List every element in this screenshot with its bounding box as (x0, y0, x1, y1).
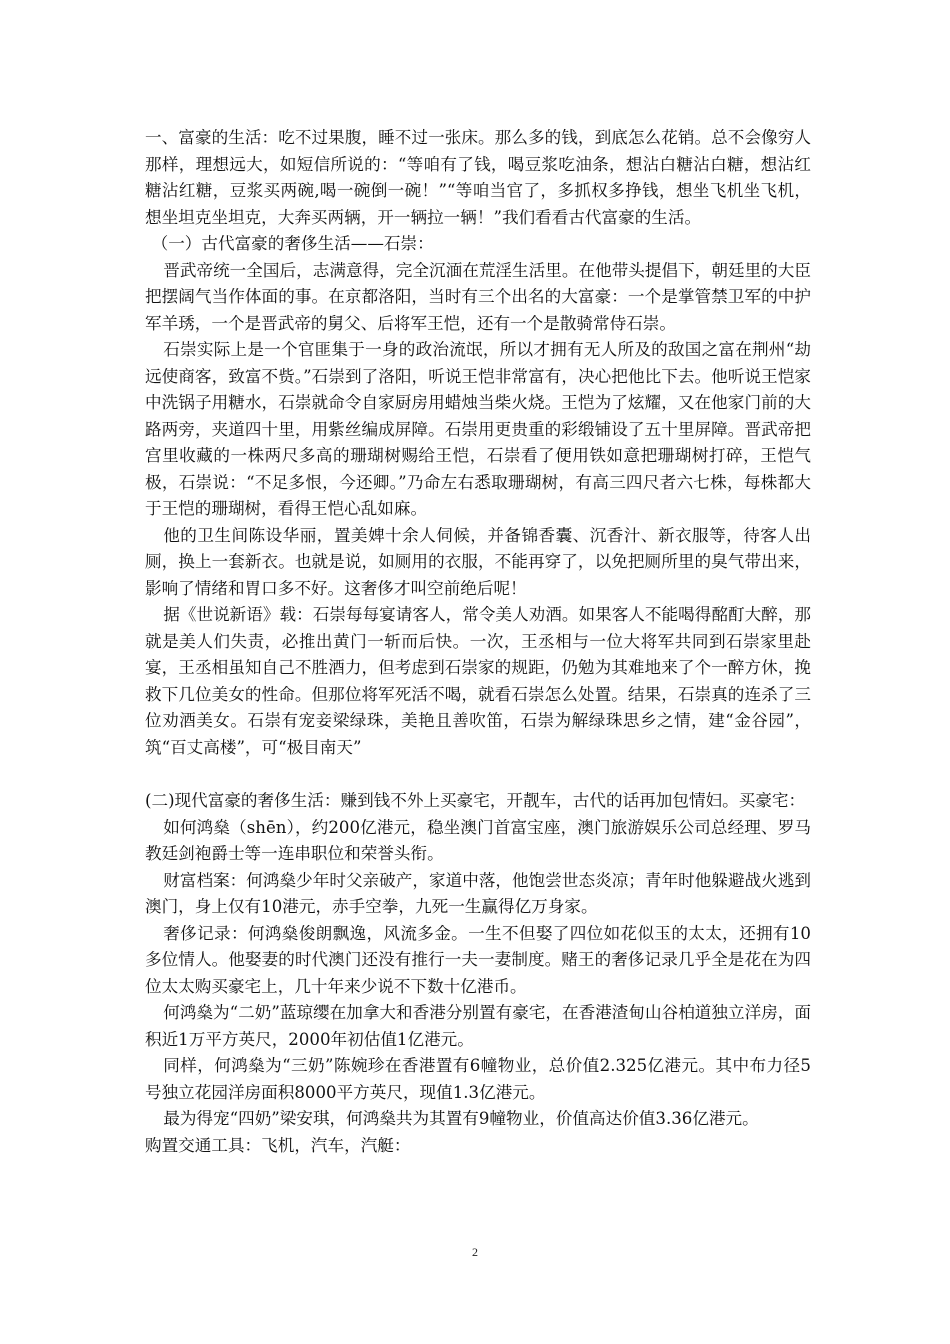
paragraph-shichong-wealth: 石崇实际上是一个官匪集于一身的政治流氓，所以才拥有无人所及的敌国之富在荆州“劫远使商客，致富不赀。”石崇到了洛阳，听说王恺非常富有，决心把他比下去。他听说王恺家中洗锅子用糖水，石崇就命令自家厨房用蜡烛当柴火烧。王恺为了炫耀，又在他家门前的大路两旁，夹道四十里，用紫丝编成屏障。石崇用更贵重的彩缎铺设了五十里屏障。晋武帝把宫里收藏的一株两尺多高的珊瑚树赐给王恺，石崇看了便用铁如意把珊瑚树打碎，王恺气极，石崇说：“不足多恨，今还卿。”乃命左右悉取珊瑚树，有高三四尺者六七株，每株都大于王恺的珊瑚树，看得王恺心乱如麻。 (145, 340, 811, 518)
paragraph-luxury-record: 奢侈记录：何鸿燊俊朗飘逸，风流多金。一生不但娶了四位如花似玉的太太，还拥有10多位情人。他娶妻的时代澳门还没有推行一夫一妻制度。赌王的奢侈记录几乎全是花在为四位太太购买豪宅上，几十年来少说不下数十亿港币。 (145, 923, 811, 996)
paragraph-transport: 购置交通工具：飞机，汽车，汽艇： (145, 1135, 411, 1155)
paragraph-shichong-toilet: 他的卫生间陈设华丽，置美婢十余人伺候，并备锦香囊、沉香汁、新衣服等，待客人出厕，换上一套新衣。也就是说，如厕用的衣服，不能再穿了，以免把厕所里的臭气带出来，影响了情绪和胃口多不好。这奢侈才叫空前绝后呢！ (145, 525, 811, 598)
paragraph-second-wife: 何鸿燊为“二奶”蓝琼缨在加拿大和香港分别置有豪宅，在香港渣甸山谷柏道独立洋房，面积近1万平方英尺，2000年初估值1亿港元。 (145, 1003, 811, 1049)
section-heading-modern: (二)现代富豪的奢侈生活：赚到钱不外上买豪宅，开靓车，古代的话再加包情妇。买豪宅： (145, 791, 806, 810)
paragraph-shishuo-xinyu: 据《世说新语》载：石崇每每宴请客人，常令美人劝酒。如果客人不能喝得酩酊大醉，那就是美人们失责，必推出黄门一斩而后快。一次，王丞相与一位大将军共同到石崇家里赴宴，王丞相虽知自己不胜酒力，但考虑到石崇家的规距，仍勉为其难地来了个一醉方休，挽救下几位美女的性命。但那位将军死活不喝，就看石崇怎么处置。结果，石崇真的连杀了三位劝酒美女。石崇有宠妾梁绿珠，美艳且善吹笛，石崇为解绿珠思乡之情，建“金谷园”，筑“百丈高楼”，可“极目南天” (145, 605, 811, 757)
paragraph-fourth-wife: 最为得宠“四奶”梁安琪，何鸿燊共为其置有9幢物业，价值高达价值3.36亿港元。 (163, 1109, 759, 1128)
paragraph-jin-emperor: 晋武帝统一全国后，志满意得，完全沉湎在荒淫生活里。在他带头提倡下，朝廷里的大臣把摆阔气当作体面的事。在京都洛阳，当时有三个出名的大富豪：一个是掌管禁卫军的中护军羊琇，一个是晋武帝的舅父、后将军王恺，还有一个是散骑常侍石崇。 (145, 260, 811, 333)
paragraph-intro: 一、富豪的生活：吃不过果腹，睡不过一张床。那么多的钱，到底怎么花销。总不会像穷人那样，理想远大，如短信所说的：“等咱有了钱，喝豆浆吃油条，想沾白糖沾白糖，想沾红糖沾红糖，豆浆买两碗,喝一碗倒一碗！”“等咱当官了，多抓权多挣钱，想坐飞机坐飞机，想坐坦克坐坦克，大奔买两辆，开一辆拉一辆！”我们看看古代富豪的生活。 (145, 128, 811, 227)
paragraph-wealth-profile: 财富档案：何鸿燊少年时父亲破产，家道中落，他饱尝世态炎凉；青年时他躲避战火逃到澳门，身上仅有10港元，赤手空拳，九死一生赢得亿万身家。 (145, 870, 811, 916)
paragraph-third-wife: 同样，何鸿燊为“三奶”陈婉珍在香港置有6幢物业，总价值2.325亿港元。其中布力径5号独立花园洋房面积8000平方英尺，现值1.3亿港元。 (145, 1056, 811, 1102)
paragraph-stanley-ho: 如何鸿燊（shēn），约200亿港元，稳坐澳门首富宝座，澳门旅游娱乐公司总经理、罗马教廷剑袍爵士等一连串职位和荣誉头衔。 (145, 817, 811, 863)
paragraph-gap (145, 761, 811, 788)
page-number: 2 (472, 1245, 478, 1259)
section-heading-ancient: （一）古代富豪的奢侈生活——石崇： (151, 234, 434, 253)
document-body (145, 125, 811, 1159)
